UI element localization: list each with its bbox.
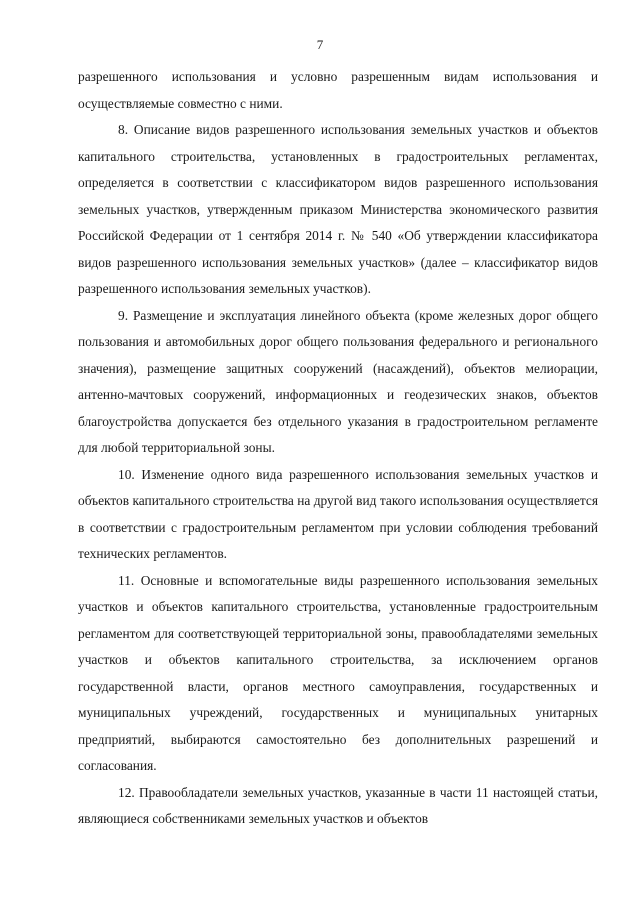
document-body: [78, 64, 598, 833]
paragraph-11: 11. Основные и вспомогательные виды разрешенного использования земельных участков и объектов капитального строительства, установленные градостроительным регламентом для соответствующей территориальной зоны, правообладателями земельных участков и объектов капитального строительства, за исключением органов государственной власти, органов местного самоуправления, государственных и муниципальных учреждений, государственных и муниципальных унитарных предприятий, выбираются самостоятельно без дополнительных разрешений и согласования.: [78, 572, 598, 773]
paragraph-12: 12. Правообладатели земельных участков, указанные в части 11 настоящей статьи, являющиеся собственниками земельных участков и объектов: [78, 784, 598, 826]
paragraph-9: 9. Размещение и эксплуатация линейного объекта (кроме железных дорог общего пользования и автомобильных дорог общего пользования федерального и регионального значения), размещение защитных сооружений (насаждений), объектов мелиорации, антенно-мачтовых сооружений, информационных и геодезических знаков, объектов благоустройства допускается без отдельного указания в градостроительном регламенте для любой территориальной зоны.: [78, 307, 598, 455]
paragraph-8: 8. Описание видов разрешенного использования земельных участков и объектов капитального строительства, установленных в градостроительных регламентах, определяется в соответствии с классификатором видов разрешенного использования земельных участков, утвержденным приказом Министерства экономического развития Российской Федерации от 1 сентября 2014 г. № 540 «Об утверждении классификатора видов разрешенного использования земельных участков» (далее – классификатор видов разрешенного использования земельных участков).: [78, 122, 598, 296]
paragraph-10: 10. Изменение одного вида разрешенного использования земельных участков и объектов капитального строительства на другой вид такого использования осуществляется в соответствии с градостроительным регламентом при условии соблюдения требований технических регламентов.: [78, 466, 598, 561]
paragraph-continuation: разрешенного использования и условно разрешенным видам использования и осуществляемые совместно с ними.: [78, 69, 598, 111]
page-number: 7: [316, 37, 324, 52]
